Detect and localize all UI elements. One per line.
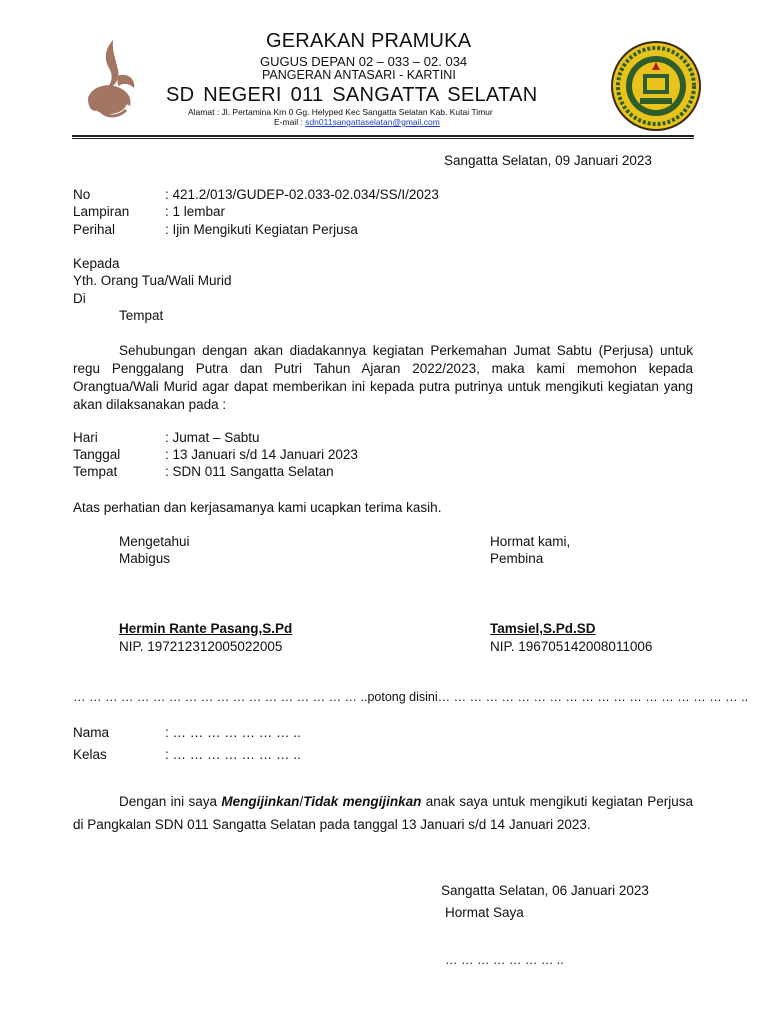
meta-value-perihal: : Ijin Mengikuti Kegiatan Perjusa — [165, 222, 358, 237]
meta-value-lampiran: : 1 lembar — [165, 204, 226, 219]
reply-date: Sangatta Selatan, 06 Januari 2023 — [441, 883, 649, 898]
event-label-hari: Hari — [73, 430, 98, 445]
event-value-tanggal: : 13 Januari s/d 14 Januari 2023 — [165, 447, 358, 462]
header-org: GERAKAN PRAMUKA — [266, 30, 472, 52]
consent-suffix: anak saya untuk mengikuti kegiatan Perjusa di Pangkalan SDN 011 Sangatta Selatan pada tanggal 13 Januari s/d 14 Januari 2023. — [73, 794, 693, 832]
recipient-kepada: Kepada — [73, 256, 120, 271]
recipient-tempat: Tempat — [119, 308, 164, 323]
letter-closing: Atas perhatian dan kerjasamanya kami ucapkan terima kasih. — [73, 500, 442, 515]
cut-label-nama: Nama — [73, 725, 110, 740]
event-label-tanggal: Tanggal — [73, 447, 121, 462]
pramuka-logo — [80, 36, 142, 122]
reply-regards: Hormat Saya — [445, 905, 524, 920]
signer-left-line2: Mabigus — [119, 551, 171, 566]
reply-signature-line: … … … … … … … .. — [445, 953, 564, 967]
cut-value-nama: : … … … … … … … .. — [165, 725, 301, 740]
meta-label-perihal: Perihal — [73, 222, 116, 237]
event-label-tempat: Tempat — [73, 464, 118, 479]
letter-body-text: Sehubungan dengan akan diadakannya kegiatan Perkemahan Jumat Sabtu (Perjusa) untuk regu Penggalang Putra dan Putri Tahun Ajaran 2022/2023, maka kami memohon kepada Orangtua/Wali Murid agar dapat memberikan ini kepada putra putrinya untuk mengikuti kegiatan yang akan dilaksanakan pada : — [73, 343, 693, 412]
header-rule — [72, 135, 694, 137]
cut-line: … … … … … … … … … … … … … … … … … … ..potong disini… … … … … … … … … … … … … … … … … … … .. — [73, 690, 749, 704]
header-rule-thin — [72, 138, 694, 139]
header-school: SD NEGERI 011 SANGATTA SELATAN — [166, 84, 538, 106]
cut-label-kelas: Kelas — [73, 747, 107, 762]
recipient-yth: Yth. Orang Tua/Wali Murid — [73, 273, 232, 288]
school-seal-icon — [610, 40, 702, 132]
event-value-hari: : Jumat – Sabtu — [165, 430, 260, 445]
signer-right-nip: NIP. 196705142008011006 — [490, 639, 653, 654]
letter-date: Sangatta Selatan, 09 Januari 2023 — [444, 153, 652, 168]
event-value-tempat: : SDN 011 Sangatta Selatan — [165, 464, 334, 479]
signer-left-line1: Mengetahui — [119, 534, 190, 549]
letter-body — [73, 342, 693, 414]
email-label: E-mail : — [274, 117, 303, 127]
consent-prefix: Dengan ini saya — [119, 794, 222, 809]
recipient-di: Di — [73, 291, 86, 306]
signer-left-nip: NIP. 197212312005022005 — [119, 639, 283, 654]
meta-label-no: No — [73, 187, 91, 202]
meta-value-no: : 421.2/013/GUDEP-02.033-02.034/SS/I/2023 — [165, 187, 439, 202]
email-link[interactable]: sdn011sangattaselatan@gmail.com — [305, 117, 440, 127]
signer-right-line1: Hormat kami, — [490, 534, 571, 549]
header-address: Alamat : Jl. Pertamina Km 0 Gg. Helyped Kec Sangatta Selatan Kab. Kutai Timur — [188, 107, 493, 117]
consent-sep: / — [299, 794, 304, 809]
signer-right-name: Tamsiel,S.Pd.SD — [490, 621, 596, 636]
header-gugus: GUGUS DEPAN 02 – 033 – 02. 034 — [260, 54, 468, 69]
meta-label-lampiran: Lampiran — [73, 204, 130, 219]
header-email-row — [274, 117, 440, 127]
consent-yes: Mengijinkan — [221, 794, 300, 809]
consent-no: Tidak mengijinkan — [303, 794, 422, 809]
signer-right-line2: Pembina — [490, 551, 544, 566]
cut-value-kelas: : … … … … … … … .. — [165, 747, 301, 762]
signer-left-name: Hermin Rante Pasang,S.Pd — [119, 621, 293, 636]
consent-paragraph — [73, 790, 693, 836]
header-pangeran: PANGERAN ANTASARI - KARTINI — [262, 68, 456, 82]
